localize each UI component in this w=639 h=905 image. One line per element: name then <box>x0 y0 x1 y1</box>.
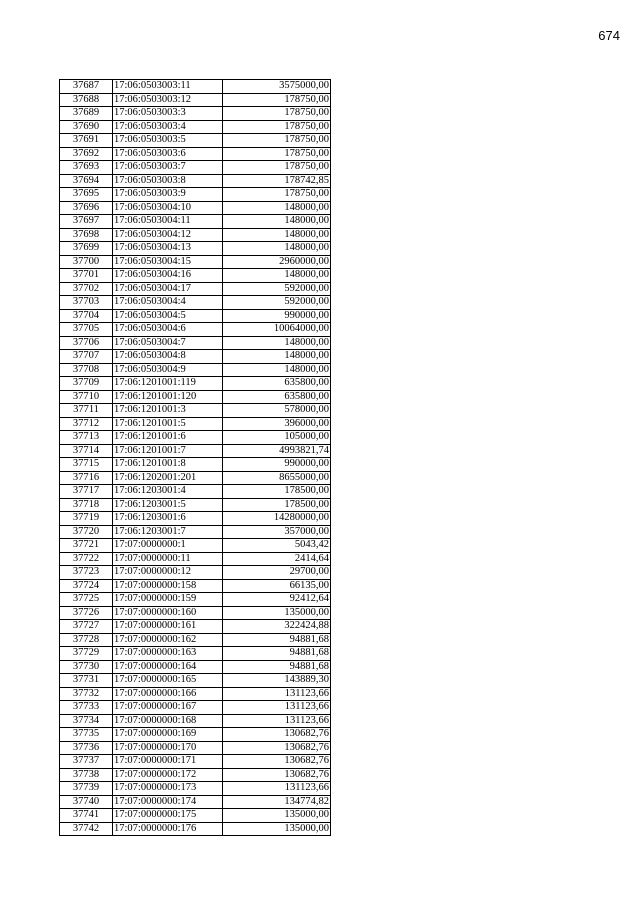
cadastral-value-cell: 148000,00 <box>223 363 331 377</box>
cadastral-value-cell: 92412,64 <box>223 593 331 607</box>
table-row <box>60 255 331 269</box>
row-number-cell: 37736 <box>60 741 113 755</box>
table-row <box>60 188 331 202</box>
row-number-cell: 37738 <box>60 768 113 782</box>
cadastral-number-cell: 17:06:0503004:5 <box>113 309 223 323</box>
table-row <box>60 120 331 134</box>
table-row <box>60 444 331 458</box>
row-number-cell: 37691 <box>60 134 113 148</box>
row-number-cell: 37717 <box>60 485 113 499</box>
row-number-cell: 37713 <box>60 431 113 445</box>
cadastral-number-cell: 17:06:0503004:12 <box>113 228 223 242</box>
row-number-cell: 37715 <box>60 458 113 472</box>
table-row <box>60 512 331 526</box>
row-number-cell: 37707 <box>60 350 113 364</box>
cadastral-value-cell: 2960000,00 <box>223 255 331 269</box>
cadastral-number-cell: 17:06:1201001:120 <box>113 390 223 404</box>
row-number-cell: 37693 <box>60 161 113 175</box>
cadastral-value-cell: 105000,00 <box>223 431 331 445</box>
cadastral-value-cell: 592000,00 <box>223 296 331 310</box>
cadastral-value-cell: 10064000,00 <box>223 323 331 337</box>
cadastral-value-cell: 322424,88 <box>223 620 331 634</box>
cadastral-value-cell: 148000,00 <box>223 336 331 350</box>
cadastral-value-cell: 131123,66 <box>223 782 331 796</box>
row-number-cell: 37724 <box>60 579 113 593</box>
row-number-cell: 37718 <box>60 498 113 512</box>
cadastral-number-cell: 17:06:1203001:6 <box>113 512 223 526</box>
cadastral-number-cell: 17:06:0503003:7 <box>113 161 223 175</box>
row-number-cell: 37737 <box>60 755 113 769</box>
table-row <box>60 93 331 107</box>
table-row <box>60 579 331 593</box>
cadastral-number-cell: 17:07:0000000:12 <box>113 566 223 580</box>
row-number-cell: 37687 <box>60 80 113 94</box>
row-number-cell: 37708 <box>60 363 113 377</box>
table-row <box>60 417 331 431</box>
table-row <box>60 323 331 337</box>
cadastral-number-cell: 17:07:0000000:158 <box>113 579 223 593</box>
cadastral-number-cell: 17:07:0000000:11 <box>113 552 223 566</box>
cadastral-number-cell: 17:06:0503004:7 <box>113 336 223 350</box>
cadastral-value-cell: 66135,00 <box>223 579 331 593</box>
table-row <box>60 471 331 485</box>
table-row <box>60 674 331 688</box>
cadastral-number-cell: 17:06:0503003:3 <box>113 107 223 121</box>
table-row <box>60 701 331 715</box>
table-row <box>60 782 331 796</box>
cadastral-number-cell: 17:06:1203001:7 <box>113 525 223 539</box>
table-row <box>60 620 331 634</box>
table-row <box>60 566 331 580</box>
cadastral-value-table <box>59 79 331 836</box>
table-row <box>60 174 331 188</box>
cadastral-number-cell: 17:06:0503004:9 <box>113 363 223 377</box>
row-number-cell: 37726 <box>60 606 113 620</box>
cadastral-value-cell: 635800,00 <box>223 377 331 391</box>
table-row <box>60 687 331 701</box>
cadastral-number-cell: 17:07:0000000:1 <box>113 539 223 553</box>
cadastral-value-cell: 178750,00 <box>223 120 331 134</box>
cadastral-number-cell: 17:07:0000000:169 <box>113 728 223 742</box>
table-row <box>60 755 331 769</box>
row-number-cell: 37694 <box>60 174 113 188</box>
cadastral-value-cell: 29700,00 <box>223 566 331 580</box>
cadastral-value-cell: 131123,66 <box>223 714 331 728</box>
table-row <box>60 728 331 742</box>
cadastral-number-cell: 17:07:0000000:166 <box>113 687 223 701</box>
cadastral-number-cell: 17:06:1201001:8 <box>113 458 223 472</box>
row-number-cell: 37689 <box>60 107 113 121</box>
table-row <box>60 593 331 607</box>
cadastral-value-cell: 178750,00 <box>223 188 331 202</box>
row-number-cell: 37721 <box>60 539 113 553</box>
row-number-cell: 37712 <box>60 417 113 431</box>
table-row <box>60 660 331 674</box>
table-row <box>60 215 331 229</box>
cadastral-value-cell: 131123,66 <box>223 701 331 715</box>
row-number-cell: 37735 <box>60 728 113 742</box>
cadastral-value-cell: 148000,00 <box>223 215 331 229</box>
cadastral-value-cell: 178750,00 <box>223 161 331 175</box>
cadastral-value-cell: 635800,00 <box>223 390 331 404</box>
row-number-cell: 37741 <box>60 809 113 823</box>
row-number-cell: 37723 <box>60 566 113 580</box>
table-row <box>60 390 331 404</box>
cadastral-number-cell: 17:06:1201001:6 <box>113 431 223 445</box>
row-number-cell: 37742 <box>60 822 113 836</box>
table-row <box>60 714 331 728</box>
row-number-cell: 37703 <box>60 296 113 310</box>
cadastral-value-cell: 130682,76 <box>223 741 331 755</box>
cadastral-number-cell: 17:07:0000000:165 <box>113 674 223 688</box>
cadastral-number-cell: 17:06:0503004:4 <box>113 296 223 310</box>
cadastral-value-cell: 178500,00 <box>223 498 331 512</box>
cadastral-number-cell: 17:06:0503003:9 <box>113 188 223 202</box>
table-row <box>60 296 331 310</box>
cadastral-value-cell: 94881,68 <box>223 633 331 647</box>
cadastral-number-cell: 17:06:0503004:10 <box>113 201 223 215</box>
table-row <box>60 606 331 620</box>
row-number-cell: 37728 <box>60 633 113 647</box>
cadastral-value-cell: 178750,00 <box>223 134 331 148</box>
cadastral-number-cell: 17:06:0503003:11 <box>113 80 223 94</box>
cadastral-number-cell: 17:07:0000000:172 <box>113 768 223 782</box>
cadastral-value-cell: 178500,00 <box>223 485 331 499</box>
cadastral-value-cell: 3575000,00 <box>223 80 331 94</box>
row-number-cell: 37688 <box>60 93 113 107</box>
cadastral-number-cell: 17:06:1201001:3 <box>113 404 223 418</box>
cadastral-value-cell: 178750,00 <box>223 93 331 107</box>
cadastral-number-cell: 17:06:0503004:15 <box>113 255 223 269</box>
row-number-cell: 37729 <box>60 647 113 661</box>
cadastral-number-cell: 17:07:0000000:163 <box>113 647 223 661</box>
cadastral-value-cell: 178750,00 <box>223 107 331 121</box>
row-number-cell: 37701 <box>60 269 113 283</box>
cadastral-number-cell: 17:07:0000000:170 <box>113 741 223 755</box>
row-number-cell: 37692 <box>60 147 113 161</box>
row-number-cell: 37710 <box>60 390 113 404</box>
table-row <box>60 795 331 809</box>
cadastral-value-cell: 990000,00 <box>223 458 331 472</box>
cadastral-value-cell: 148000,00 <box>223 201 331 215</box>
cadastral-number-cell: 17:07:0000000:160 <box>113 606 223 620</box>
row-number-cell: 37734 <box>60 714 113 728</box>
cadastral-value-cell: 135000,00 <box>223 822 331 836</box>
cadastral-number-cell: 17:06:0503003:8 <box>113 174 223 188</box>
cadastral-value-cell: 5043,42 <box>223 539 331 553</box>
table-row <box>60 201 331 215</box>
cadastral-value-cell: 94881,68 <box>223 660 331 674</box>
row-number-cell: 37719 <box>60 512 113 526</box>
table-row <box>60 377 331 391</box>
cadastral-value-cell: 94881,68 <box>223 647 331 661</box>
row-number-cell: 37702 <box>60 282 113 296</box>
table-row <box>60 458 331 472</box>
table-row <box>60 525 331 539</box>
cadastral-value-cell: 2414,64 <box>223 552 331 566</box>
cadastral-number-cell: 17:07:0000000:173 <box>113 782 223 796</box>
table-row <box>60 633 331 647</box>
cadastral-number-cell: 17:06:0503004:6 <box>113 323 223 337</box>
cadastral-number-cell: 17:07:0000000:168 <box>113 714 223 728</box>
row-number-cell: 37700 <box>60 255 113 269</box>
table-row <box>60 404 331 418</box>
cadastral-value-cell: 178742,85 <box>223 174 331 188</box>
row-number-cell: 37727 <box>60 620 113 634</box>
cadastral-number-cell: 17:06:0503003:5 <box>113 134 223 148</box>
cadastral-value-cell: 4993821,74 <box>223 444 331 458</box>
row-number-cell: 37704 <box>60 309 113 323</box>
table-row <box>60 539 331 553</box>
cadastral-value-cell: 131123,66 <box>223 687 331 701</box>
cadastral-value-cell: 130682,76 <box>223 728 331 742</box>
row-number-cell: 37697 <box>60 215 113 229</box>
table-row <box>60 485 331 499</box>
row-number-cell: 37709 <box>60 377 113 391</box>
row-number-cell: 37725 <box>60 593 113 607</box>
table-row <box>60 309 331 323</box>
table-row <box>60 809 331 823</box>
table-row <box>60 363 331 377</box>
row-number-cell: 37732 <box>60 687 113 701</box>
table-body <box>60 80 331 836</box>
table-row <box>60 269 331 283</box>
table-row <box>60 741 331 755</box>
table-row <box>60 134 331 148</box>
cadastral-value-cell: 143889,30 <box>223 674 331 688</box>
cadastral-number-cell: 17:06:0503004:11 <box>113 215 223 229</box>
table-row <box>60 282 331 296</box>
row-number-cell: 37696 <box>60 201 113 215</box>
cadastral-value-cell: 130682,76 <box>223 755 331 769</box>
row-number-cell: 37711 <box>60 404 113 418</box>
cadastral-number-cell: 17:07:0000000:175 <box>113 809 223 823</box>
cadastral-value-cell: 578000,00 <box>223 404 331 418</box>
cadastral-value-cell: 8655000,00 <box>223 471 331 485</box>
table-row <box>60 147 331 161</box>
cadastral-number-cell: 17:06:0503003:12 <box>113 93 223 107</box>
table-row <box>60 431 331 445</box>
cadastral-value-cell: 148000,00 <box>223 242 331 256</box>
table-row <box>60 350 331 364</box>
row-number-cell: 37699 <box>60 242 113 256</box>
row-number-cell: 37695 <box>60 188 113 202</box>
cadastral-value-cell: 130682,76 <box>223 768 331 782</box>
table-row <box>60 107 331 121</box>
cadastral-value-cell: 592000,00 <box>223 282 331 296</box>
cadastral-value-cell: 990000,00 <box>223 309 331 323</box>
cadastral-number-cell: 17:06:1201001:7 <box>113 444 223 458</box>
row-number-cell: 37690 <box>60 120 113 134</box>
cadastral-number-cell: 17:06:0503004:13 <box>113 242 223 256</box>
row-number-cell: 37740 <box>60 795 113 809</box>
cadastral-value-cell: 148000,00 <box>223 350 331 364</box>
cadastral-value-cell: 148000,00 <box>223 228 331 242</box>
cadastral-number-cell: 17:06:0503004:8 <box>113 350 223 364</box>
table-row <box>60 228 331 242</box>
cadastral-value-cell: 134774,82 <box>223 795 331 809</box>
cadastral-number-cell: 17:07:0000000:174 <box>113 795 223 809</box>
cadastral-number-cell: 17:07:0000000:162 <box>113 633 223 647</box>
cadastral-number-cell: 17:07:0000000:171 <box>113 755 223 769</box>
cadastral-value-cell: 357000,00 <box>223 525 331 539</box>
table-row <box>60 822 331 836</box>
row-number-cell: 37730 <box>60 660 113 674</box>
cadastral-number-cell: 17:07:0000000:159 <box>113 593 223 607</box>
row-number-cell: 37720 <box>60 525 113 539</box>
cadastral-value-cell: 135000,00 <box>223 809 331 823</box>
row-number-cell: 37739 <box>60 782 113 796</box>
cadastral-number-cell: 17:06:1203001:4 <box>113 485 223 499</box>
row-number-cell: 37731 <box>60 674 113 688</box>
cadastral-number-cell: 17:07:0000000:167 <box>113 701 223 715</box>
cadastral-value-cell: 396000,00 <box>223 417 331 431</box>
cadastral-value-cell: 148000,00 <box>223 269 331 283</box>
cadastral-number-cell: 17:06:0503004:17 <box>113 282 223 296</box>
cadastral-number-cell: 17:06:1203001:5 <box>113 498 223 512</box>
table-row <box>60 768 331 782</box>
cadastral-number-cell: 17:07:0000000:161 <box>113 620 223 634</box>
row-number-cell: 37705 <box>60 323 113 337</box>
table-row <box>60 336 331 350</box>
row-number-cell: 37722 <box>60 552 113 566</box>
row-number-cell: 37706 <box>60 336 113 350</box>
row-number-cell: 37714 <box>60 444 113 458</box>
table-row <box>60 647 331 661</box>
row-number-cell: 37698 <box>60 228 113 242</box>
cadastral-value-cell: 178750,00 <box>223 147 331 161</box>
row-number-cell: 37733 <box>60 701 113 715</box>
cadastral-number-cell: 17:06:0503003:6 <box>113 147 223 161</box>
cadastral-value-cell: 14280000,00 <box>223 512 331 526</box>
table-row <box>60 80 331 94</box>
cadastral-number-cell: 17:06:0503003:4 <box>113 120 223 134</box>
table-row <box>60 242 331 256</box>
page-number: 674 <box>598 28 620 43</box>
cadastral-number-cell: 17:07:0000000:164 <box>113 660 223 674</box>
cadastral-number-cell: 17:06:1201001:119 <box>113 377 223 391</box>
cadastral-number-cell: 17:07:0000000:176 <box>113 822 223 836</box>
cadastral-value-cell: 135000,00 <box>223 606 331 620</box>
table-row <box>60 552 331 566</box>
cadastral-number-cell: 17:06:0503004:16 <box>113 269 223 283</box>
table-row <box>60 498 331 512</box>
table-row <box>60 161 331 175</box>
cadastral-number-cell: 17:06:1202001:201 <box>113 471 223 485</box>
cadastral-number-cell: 17:06:1201001:5 <box>113 417 223 431</box>
row-number-cell: 37716 <box>60 471 113 485</box>
